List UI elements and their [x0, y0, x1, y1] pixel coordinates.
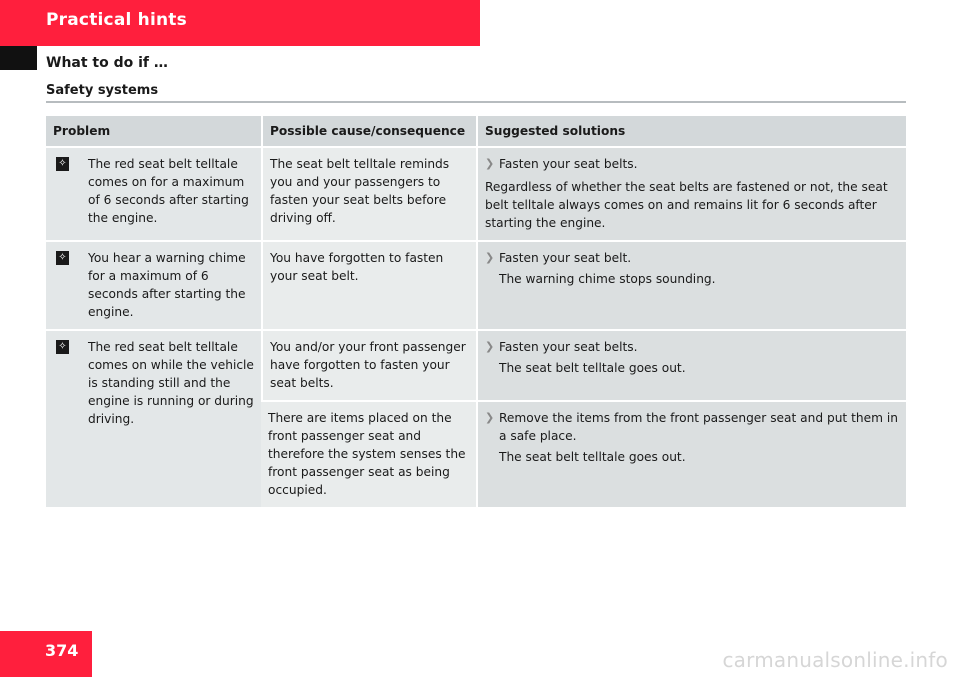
step-arrow-icon: ❯	[485, 157, 495, 170]
solution-note: Regardless of whether the seat belts are fastened or not, the seat belt telltale always comes on and remains lit for 6 seconds after starting the engine.	[485, 180, 888, 230]
side-marker	[0, 46, 37, 70]
step-arrow-icon: ❯	[485, 251, 495, 264]
solution-note: The seat belt telltale goes out.	[499, 450, 686, 464]
cause-cell: You have forgotten to fasten your seat belt.	[261, 240, 476, 329]
cause-cell: There are items placed on the front passenger seat and therefore the system senses the front passenger seat as being occupied.	[261, 400, 476, 507]
problem-cell	[46, 146, 261, 240]
table-header-row	[46, 116, 906, 146]
step-arrow-icon: ❯	[485, 340, 495, 353]
solution-cell	[476, 400, 906, 507]
solution-cell	[476, 240, 906, 329]
column-header-cause: Possible cause/consequence	[261, 116, 476, 146]
troubleshooting-table	[46, 116, 906, 507]
chapter-title: Practical hints	[46, 10, 187, 30]
solution-note: The seat belt telltale goes out.	[499, 361, 686, 375]
step-arrow-icon: ❯	[485, 411, 495, 424]
column-header-solutions: Suggested solutions	[476, 116, 906, 146]
seat-belt-warning-icon: ✧	[56, 251, 69, 265]
table-row	[46, 146, 906, 240]
problem-text: The red seat belt telltale comes on for a maximum of 6 seconds after starting the engine.	[88, 157, 249, 225]
solution-cell	[476, 146, 906, 240]
watermark: carmanualsonline.info	[722, 648, 948, 672]
solution-step: Remove the items from the front passenger seat and put them in a safe place.	[499, 411, 898, 443]
problem-text: The red seat belt telltale comes on while the vehicle is standing still and the engine is running or during driving.	[88, 340, 254, 426]
solution-step: Fasten your seat belts.	[499, 157, 638, 171]
solution-cell	[476, 329, 906, 400]
cause-cell: You and/or your front passenger have forgotten to fasten your seat belts.	[261, 329, 476, 400]
section-divider	[46, 101, 906, 103]
cause-cell: The seat belt telltale reminds you and your passengers to fasten your seat belts before driving off.	[261, 146, 476, 240]
solution-note: The warning chime stops sounding.	[499, 272, 716, 286]
page-number: 374	[45, 641, 79, 660]
table-row	[46, 240, 906, 329]
solution-step: Fasten your seat belts.	[499, 340, 638, 354]
solution-step: Fasten your seat belt.	[499, 251, 632, 265]
page-subtitle: What to do if …	[46, 55, 168, 71]
table-row	[46, 329, 906, 400]
problem-text: You hear a warning chime for a maximum of 6 seconds after starting the engine.	[88, 251, 246, 319]
problem-cell	[46, 329, 261, 507]
seat-belt-warning-icon: ✧	[56, 340, 69, 354]
problem-cell	[46, 240, 261, 329]
section-title: Safety systems	[46, 83, 159, 98]
column-header-problem: Problem	[46, 116, 261, 146]
seat-belt-warning-icon: ✧	[56, 157, 69, 171]
